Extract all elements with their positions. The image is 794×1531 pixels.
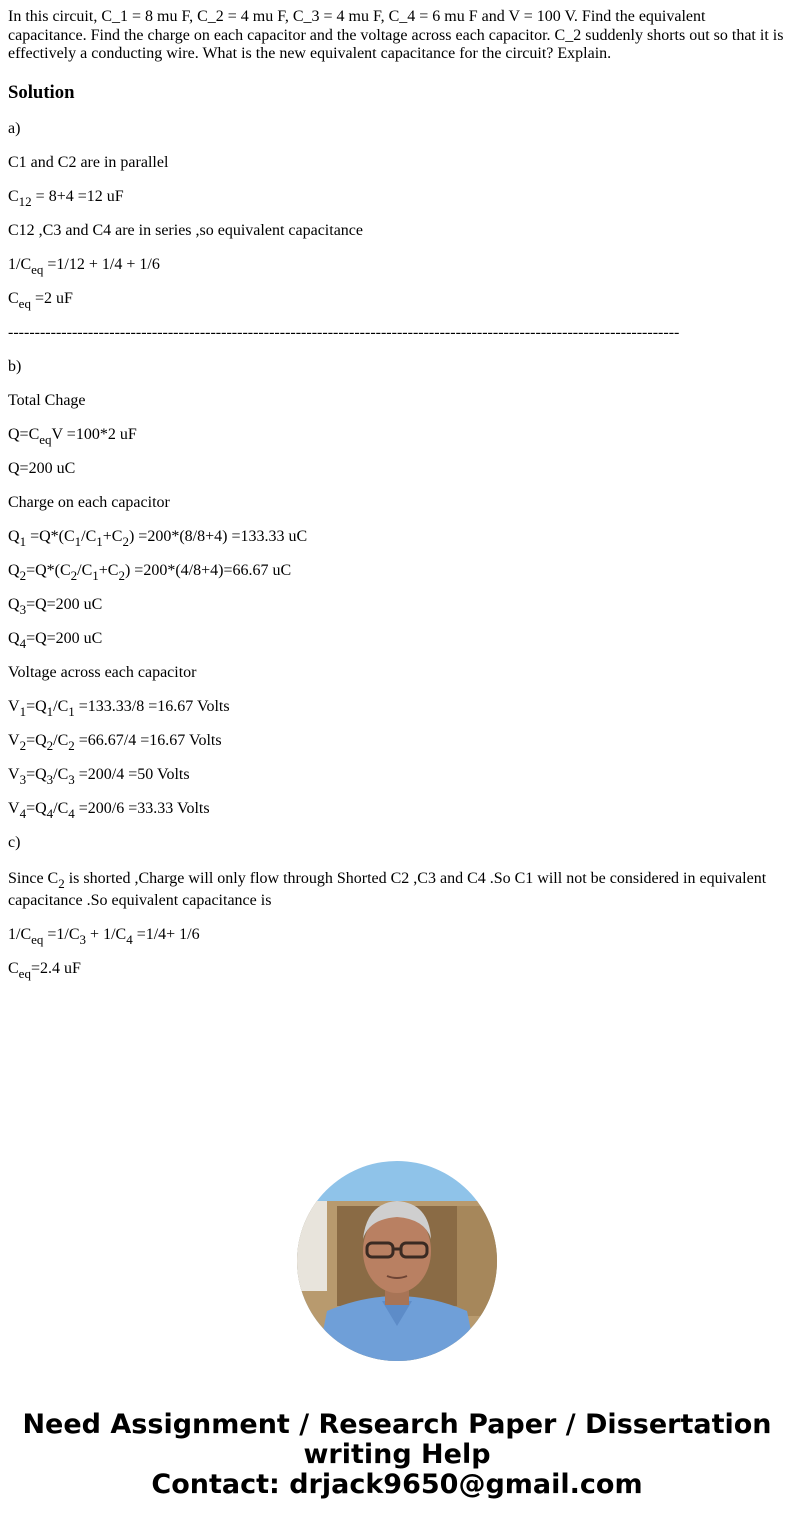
part-c-ceq-result: $C_{eq}=2.4$ uF [8,959,81,981]
promo-banner [0,1410,794,1500]
c12-equation: $C_{12} = 8+4 =12$ uF [8,187,124,209]
q1-equation: $Q_1 =Q*(C_1/C_1+C_2) =200*(8/8+4) =133.33$ uC [8,527,308,549]
v2-equation: $V_2=Q_2/C_2 =66.67/4 =16.67$ Volts [8,731,222,753]
charge-heading: Charge on each capacitor [8,493,170,511]
q-value: Q=200 uC [8,459,76,477]
question-text: In this circuit, C_1 = 8 mu F, C_2 = 4 mu F, C_3 = 4 mu F, C_4 = 6 mu F and V = 100 V. Find the equivalent capacitance. Find the charge on each capacitor and the voltage across each capacitor. C_2 suddenly shorts out so that it is effectively a conducting wire. What is the new equivalent capacitance for the circuit? Explain. [8,8,784,62]
promo-line-1: Need Assignment / Research Paper / Dissertation [22,1409,772,1440]
inverse-ceq-equation: $1/C_{eq} =1/12 + 1/4 + 1/6$ [8,255,160,277]
promo-line-2: writing Help [303,1439,491,1470]
total-charge-label: Total Chage [8,391,86,409]
author-avatar [297,1161,497,1361]
promo-line-3: Contact: drjack9650@gmail.com [151,1469,643,1500]
q-formula: $Q=C_{eq}V =100*2$ uF [8,425,137,447]
author-photo-illustration [297,1161,497,1361]
ceq-result: $C_{eq} =2$ uF [8,289,73,311]
q4-equation: $Q_4=Q=200$ uC [8,629,103,651]
solution-heading: Solution [8,81,75,103]
document [0,8,794,981]
v4-equation: $V_4=Q_4/C_4 =200/6 =33.33$ Volts [8,799,210,821]
q2-equation: $Q_2=Q*(C_2/C_1+C_2) =200*(4/8+4)=66.67$ uC [8,561,292,583]
series-note: C12 ,C3 and C4 are in series ,so equivalent capacitance [8,221,363,239]
divider-line: ------------------------------------------------------------------------------------------------------------------------------ [8,323,680,341]
v1-equation: $V_1=Q_1/C_1 =133.33/8 =16.67$ Volts [8,697,230,719]
part-c-label: c) [8,833,21,851]
parallel-note: C1 and C2 are in parallel [8,153,169,171]
v3-equation: $V_3=Q_3/C_3 =200/4 =50$ Volts [8,765,190,787]
q3-equation: $Q_3=Q=200$ uC [8,595,103,617]
part-c-explanation: Since $C_2$ is shorted ,Charge will only flow through Shorted C2 ,C3 and C4 .So C1 will not be considered in equivalent capacitance .So equivalent capacitance is [8,869,767,909]
part-c-inverse-ceq: $1/C_{eq} =1/C_3 + 1/C_4 =1/4+ 1/6$ [8,925,200,947]
part-b-label: b) [8,357,22,375]
voltage-heading: Voltage across each capacitor [8,663,197,681]
part-a-label: a) [8,119,21,137]
